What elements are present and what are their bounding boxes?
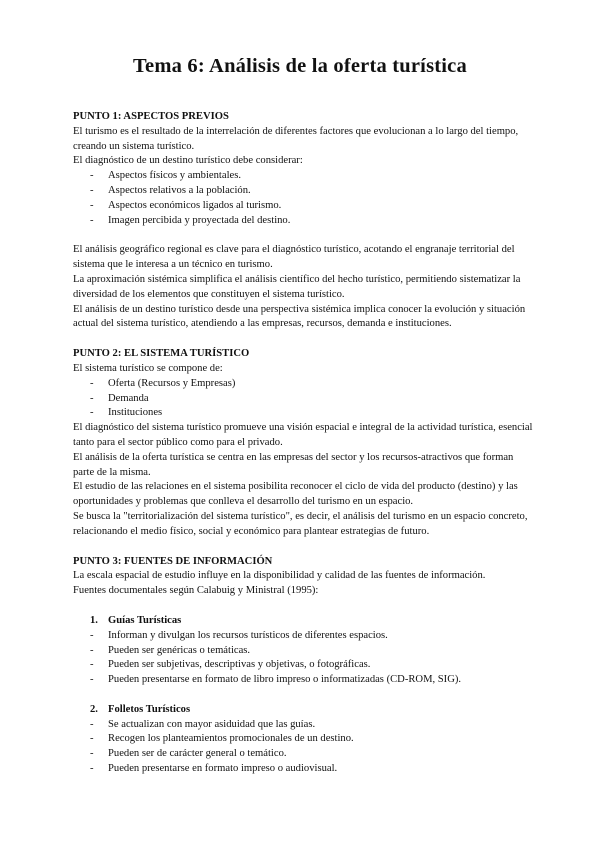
subsection-title: Guías Turísticas bbox=[108, 614, 182, 626]
section-heading-3: PUNTO 3: FUENTES DE INFORMACIÓN bbox=[73, 555, 273, 567]
list-item: - Imagen percibida y proyectada del destino. bbox=[73, 214, 533, 229]
paragraph: La escala espacial de estudio influye en la disponibilidad y calidad de las fuentes de información. bbox=[73, 570, 486, 582]
paragraph: El diagnóstico de un destino turístico debe considerar: bbox=[73, 155, 303, 167]
paragraph: El sistema turístico se compone de: bbox=[73, 362, 223, 374]
paragraph: La aproximación sistémica simplifica el análisis científico del hecho turístico, permitiendo sistematizar la diversidad de los elementos que constituyen el sistema turístico. bbox=[73, 273, 521, 300]
paragraph: El análisis de la oferta turística se centra en las empresas del sector y los recursos-atractivos que forman parte de la misma. bbox=[73, 451, 514, 478]
bullet-list bbox=[73, 377, 533, 421]
paragraph: El análisis geográfico regional es clave para el diagnóstico turístico, acotando el engranaje territorial del sistema que le interesa a un técnico en turismo. bbox=[73, 244, 515, 271]
list-item: - Aspectos relativos a la población. bbox=[73, 184, 533, 199]
list-item: - Demanda bbox=[73, 392, 533, 407]
paragraph: Se busca la "territorialización del sistema turístico", es decir, el análisis del turismo en un espacio concreto, relacionando el medio físico, social y económico para plantear estrategias de futuro. bbox=[73, 510, 528, 537]
bullet-list bbox=[73, 169, 533, 228]
numbered-heading bbox=[73, 703, 533, 718]
list-item: - Pueden presentarse en formato impreso o audiovisual. bbox=[73, 762, 533, 777]
list-item: - Recogen los planteamientos promocionales de un destino. bbox=[73, 732, 533, 747]
list-item: - Oferta (Recursos y Empresas) bbox=[73, 377, 533, 392]
list-item: - Pueden ser subjetivas, descriptivas y objetivas, o fotográficas. bbox=[73, 658, 533, 673]
list-item: - Se actualizan con mayor asiduidad que las guías. bbox=[73, 718, 533, 733]
list-item: - Pueden ser genéricas o temáticas. bbox=[73, 644, 533, 659]
list-item: - Pueden ser de carácter general o temático. bbox=[73, 747, 533, 762]
subsection-title: Folletos Turísticos bbox=[108, 703, 191, 715]
paragraph: El diagnóstico del sistema turístico promueve una visión espacial e integral de la actividad turística, esencial tanto para el sector público como para el privado. bbox=[73, 422, 533, 448]
page-title: Tema 6: Análisis de la oferta turística bbox=[133, 55, 467, 77]
list-item: - Pueden presentarse en formato de libro impreso o informatizadas (CD-ROM, SIG). bbox=[73, 673, 533, 688]
document-body bbox=[73, 110, 533, 777]
number-label: 1. bbox=[90, 614, 98, 626]
list-item: - Aspectos económicos ligados al turismo. bbox=[73, 199, 533, 214]
section-heading-1: PUNTO 1: ASPECTOS PREVIOS bbox=[73, 111, 229, 122]
paragraph: Fuentes documentales según Calabuig y Ministral (1995): bbox=[73, 585, 319, 597]
list-item: - Informan y divulgan los recursos turísticos de diferentes espacios. bbox=[73, 629, 533, 644]
bullet-list bbox=[73, 718, 533, 777]
numbered-heading bbox=[73, 614, 533, 629]
section-heading-2: PUNTO 2: EL SISTEMA TURÍSTICO bbox=[73, 348, 250, 360]
paragraph: El estudio de las relaciones en el sistema posibilita reconocer el ciclo de vida del producto (destino) y las oportunidades y problemas que conlleva el desarrollo del turismo en un espacio. bbox=[73, 481, 518, 508]
number-label: 2. bbox=[90, 703, 98, 715]
paragraph: El turismo es el resultado de la interrelación de diferentes factores que evolucionan a lo largo del tiempo, creando un sistema turístico. bbox=[73, 125, 519, 152]
bullet-list bbox=[73, 629, 533, 688]
list-item: - Instituciones bbox=[73, 406, 533, 421]
paragraph: El análisis de un destino turístico desde una perspectiva sistémica implica conocer la evolución y situación actual del sistema turístico, atendiendo a las empresas, recursos, demanda e instituciones. bbox=[73, 303, 526, 330]
list-item: - Aspectos físicos y ambientales. bbox=[73, 169, 533, 184]
